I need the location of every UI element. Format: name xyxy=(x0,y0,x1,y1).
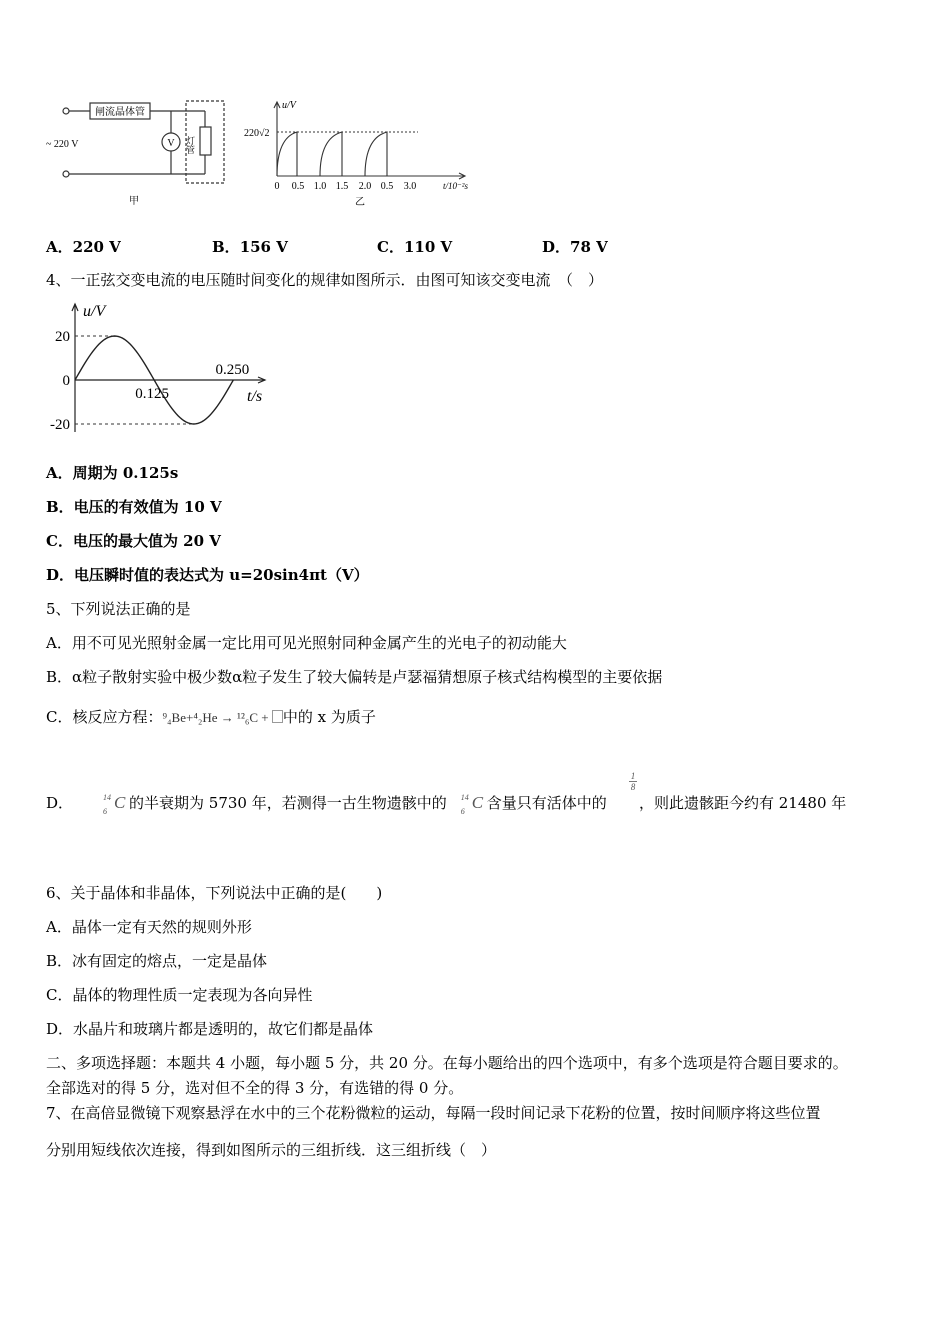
q6-option-c[interactable]: C．晶体的物理性质一定表现为各向异性 xyxy=(46,986,313,1004)
voltmeter-label: V xyxy=(167,138,175,149)
q6-option-a[interactable]: A．晶体一定有天然的规则外形 xyxy=(46,918,252,936)
carbon-14-nuclide: 14 6 C xyxy=(103,793,126,816)
y-tick-label: -20 xyxy=(50,417,70,433)
graph-x-tick: 0.5 xyxy=(380,181,394,192)
question-6-stem: 6、关于晶体和非晶体，下列说法中正确的是( ) xyxy=(46,884,383,902)
graph-x-tick: 2.0 xyxy=(358,181,372,192)
sine-voltage-chart xyxy=(40,296,275,441)
q5-option-c[interactable] xyxy=(46,707,376,728)
option-c[interactable]: C．110 V xyxy=(377,238,453,256)
y-axis-label: u/V xyxy=(83,303,106,320)
question-7-line2: 分别用短线依次连接，得到如图所示的三组折线．这三组折线（ ） xyxy=(46,1141,497,1159)
source-label: ~ 220 V xyxy=(46,139,79,150)
x-tick-label: 0.125 xyxy=(135,386,170,402)
graph-x-tick: 1.5 xyxy=(335,181,349,192)
thyristor-label: 闸流晶体管 xyxy=(95,107,145,118)
carbon-14-nuclide: 14 6 C xyxy=(460,793,484,816)
q5-d-part1: 的半衰期为 5730 年，若测得一古生物遗骸中的 xyxy=(129,794,447,812)
nuclear-equation: ⁹₄Be+⁴₂He → ¹²₆C + xyxy=(162,710,272,725)
question-5-stem: 5、下列说法正确的是 xyxy=(46,600,191,618)
circuit-diagram xyxy=(40,92,240,212)
option-d[interactable]: D．78 V xyxy=(542,238,608,256)
question-4-stem: 4、一正弦交变电流的电压随时间变化的规律如图所示．由图可知该交变电流 （ ） xyxy=(46,271,604,289)
graph-peak-label: 220√2 xyxy=(244,128,270,139)
graph-caption: 乙 xyxy=(355,197,365,208)
option-b[interactable]: B．156 V xyxy=(212,238,288,256)
q5-d-part2: 含量只有活体中的 xyxy=(486,794,607,812)
q6-option-b[interactable]: B．冰有固定的熔点，一定是晶体 xyxy=(46,952,268,970)
graph-x-tick: 0 xyxy=(274,181,280,192)
x-box xyxy=(272,710,283,723)
q4-option-a[interactable]: A．周期为 0.125s xyxy=(46,464,179,482)
x-axis-label: t/s xyxy=(247,388,263,405)
lamp-label: 灯管 xyxy=(185,136,195,154)
q6-option-d[interactable]: D．水晶片和玻璃片都是透明的，故它们都是晶体 xyxy=(46,1020,374,1038)
circuit-caption: 甲 xyxy=(129,196,139,207)
q5-c-suffix: 中的 x 为质子 xyxy=(282,708,376,726)
q5-d-letter: D． xyxy=(46,794,74,812)
q4-option-c[interactable]: C．电压的最大值为 20 V xyxy=(46,532,221,550)
graph-x-tick: 0.5 xyxy=(291,181,305,192)
q5-d-part3: ，则此遗骸距今约有 21480 年 xyxy=(639,794,847,812)
graph-x-tick: 3.0 xyxy=(403,181,417,192)
graph-y-label: u/V xyxy=(282,100,296,111)
q5-option-d[interactable] xyxy=(46,793,607,814)
y-tick-label: 20 xyxy=(55,329,70,345)
graph-x-label: t/10⁻²s xyxy=(443,181,468,191)
question-7-line1: 7、在高倍显微镜下观察悬浮在水中的三个花粉微粒的运动，每隔一段时间记录下花粉的位置，按时间顺序将这些位置 xyxy=(46,1104,821,1122)
q5-option-a[interactable]: A．用不可见光照射金属一定比用可见光照射同种金属产生的光电子的初动能大 xyxy=(46,634,567,652)
q4-option-b[interactable]: B．电压的有效值为 10 V xyxy=(46,498,222,516)
option-a[interactable]: A．220 V xyxy=(46,238,121,256)
rectified-waveform-graph xyxy=(240,96,480,211)
y-tick-label: 0 xyxy=(62,373,70,389)
section-2-heading-line1: 二、多项选择题：本题共 4 小题，每小题 5 分，共 20 分。在每小题给出的四个选项中，有多个选项是符合题目要求的。 xyxy=(46,1054,848,1072)
section-2-heading-line2: 全部选对的得 5 分，选对但不全的得 3 分，有选错的得 0 分。 xyxy=(46,1079,464,1097)
q5-c-prefix: C．核反应方程： xyxy=(46,708,163,726)
graph-x-tick: 1.0 xyxy=(313,181,327,192)
fraction-one-eighth: 1 8 xyxy=(630,771,636,792)
q5-option-b[interactable]: B．α粒子散射实验中极少数α粒子发生了较大偏转是卢瑟福猜想原子核式结构模型的主要依据 xyxy=(46,668,663,686)
x-tick-label: 0.250 xyxy=(215,362,250,378)
q4-option-d[interactable]: D．电压瞬时值的表达式为 u=20sin4πt（V） xyxy=(46,566,369,584)
